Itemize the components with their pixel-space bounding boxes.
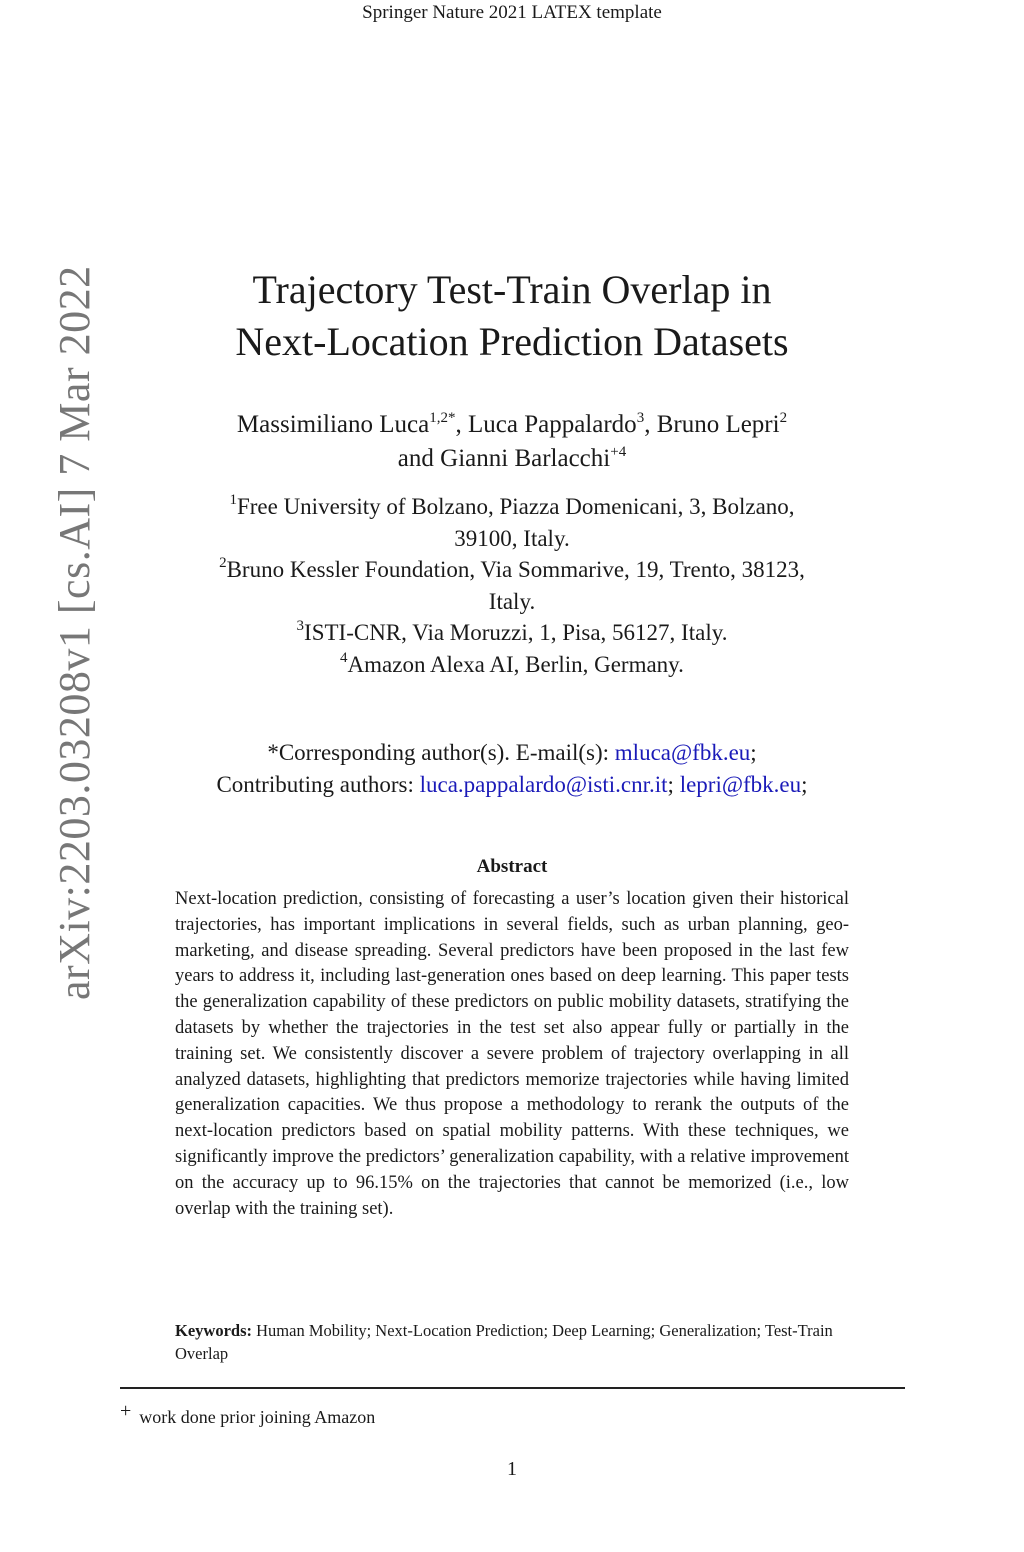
affiliation-mark: 1 — [229, 492, 237, 508]
contributing-label: Contributing authors: — [216, 772, 420, 797]
author-name: Luca Pappalardo — [468, 411, 637, 438]
separator: ; — [750, 740, 757, 765]
correspondence-block — [120, 737, 904, 801]
author-affiliation-mark: 2 — [779, 410, 788, 426]
author-conjunction: and — [397, 445, 441, 472]
keywords-text: Human Mobility; Next-Location Prediction; Deep Learning; Generalization; Test-Train Overlap — [175, 1321, 833, 1363]
affiliation-3 — [140, 617, 884, 649]
affiliation-text: Bruno Kessler Foundation, Via Sommarive, 19, Trento, 38123, — [226, 557, 805, 582]
affiliation-list — [140, 491, 884, 680]
keywords-block — [175, 1320, 849, 1365]
email-link-lepri[interactable]: lepri@fbk.eu — [679, 772, 802, 797]
author-name: Bruno Lepri — [656, 411, 780, 438]
author-affiliation-mark: 3 — [636, 410, 645, 426]
author-name: Massimiliano Luca — [236, 411, 430, 438]
affiliation-text: ISTI-CNR, Via Moruzzi, 1, Pisa, 56127, Italy. — [304, 620, 728, 645]
title-line-1: Trajectory Test-Train Overlap in — [252, 267, 772, 312]
author-list — [140, 408, 884, 476]
arxiv-identifier: arXiv:2203.03208v1 [cs.AI] 7 Mar 2022 — [50, 265, 99, 1000]
author-name: Gianni Barlacchi — [440, 445, 611, 472]
paper-title — [140, 264, 884, 368]
authors-line-2 — [140, 442, 884, 476]
footnote-mark: + — [120, 1400, 132, 1422]
contributing-authors-line — [120, 769, 904, 801]
abstract-heading: Abstract — [476, 856, 548, 877]
affiliation-mark: 3 — [296, 618, 305, 634]
affiliation-mark: 2 — [219, 555, 227, 571]
separator: ; — [801, 772, 808, 797]
email-link-mluca[interactable]: mluca@fbk.eu — [614, 740, 751, 765]
keywords-label: Keywords: — [175, 1321, 252, 1340]
author-affiliation-mark: +4 — [610, 444, 627, 460]
affiliation-text: 39100, Italy. — [454, 525, 570, 551]
affiliation-2 — [140, 554, 884, 617]
affiliation-text: Amazon Alexa AI, Berlin, Germany. — [347, 651, 684, 677]
corresponding-label: *Corresponding author(s). E-mail(s): — [267, 740, 615, 765]
affiliation-text: Free University of Bolzano, Piazza Domenicani, 3, Bolzano, — [236, 494, 795, 519]
footnote-text: work done prior joining Amazon — [139, 1407, 376, 1427]
separator: ; — [667, 772, 680, 797]
affiliation-1 — [140, 491, 884, 554]
title-line-2: Next-Location Prediction Datasets — [235, 319, 789, 364]
authors-line-1: Massimiliano Luca$^{1,2*}$, Luca Pappalardo$^3$, Bruno Lepri$^2$ — [236, 410, 788, 438]
affiliation-mark: 4 — [340, 649, 348, 666]
footnote — [120, 1400, 820, 1428]
running-header: Springer Nature 2021 LATEX template — [362, 2, 662, 23]
affiliation-text: Italy. — [488, 588, 536, 614]
corresponding-author-line — [120, 737, 904, 769]
footnote-divider — [120, 1387, 905, 1389]
affiliation-4 — [140, 649, 884, 681]
page-number: 1 — [507, 1458, 517, 1480]
abstract-text: Next-location prediction, consisting of forecasting a user’s location given their historical trajectories, has important implications in several fields, such as urban planning, geo-marketing, and disease spreading. Several predictors have been proposed in the last few years to address it, including last-generation ones based on deep learning. This paper tests the generalization capability of these predictors on public mobility datasets, stratifying the datasets by whether the trajectories in the test set also appear fully or partially in the training set. We consistently discover a severe problem of trajectory overlapping in all analyzed datasets, highlighting that predictors memorize trajectories while having limited generalization capacities. We thus propose a methodology to rerank the outputs of the next-location predictors based on spatial mobility patterns. With these techniques, we significantly improve the predictors’ generalization capability, with a relative improvement on the accuracy up to 96.15% on the trajectories that cannot be memorized (i.e., low overlap with the training set). — [175, 889, 849, 1219]
author-affiliation-mark: 1,2* — [429, 410, 456, 426]
email-link-pappalardo[interactable]: luca.pappalardo@isti.cnr.it — [419, 772, 668, 797]
